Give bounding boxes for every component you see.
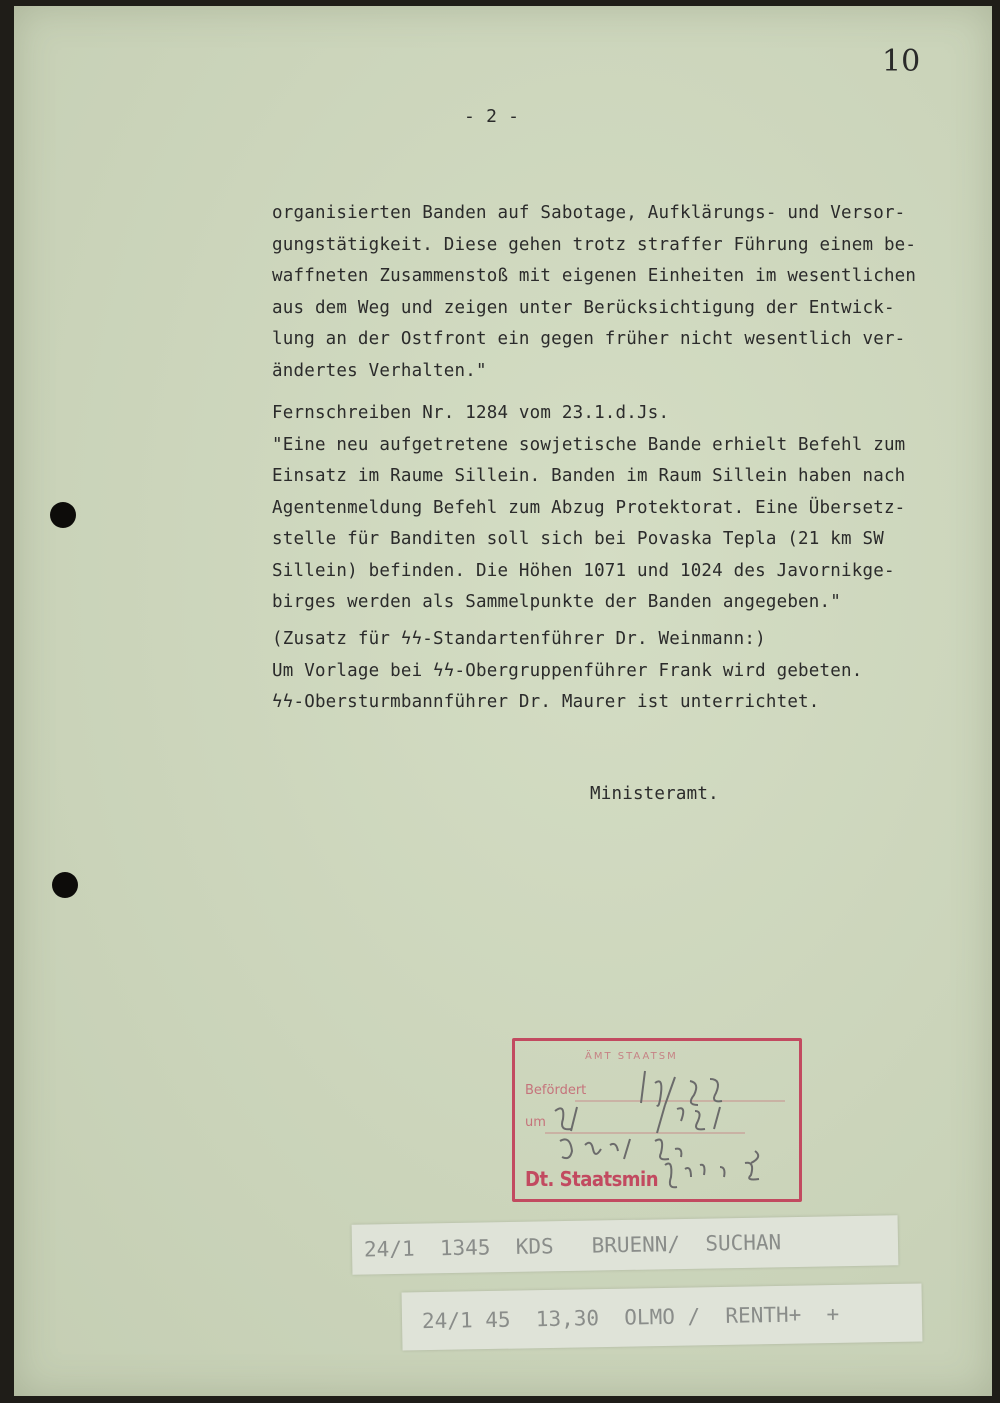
teletype-strip-receipt: 24/1 1345 KDS BRUENN/ SUCHAN [352, 1215, 899, 1275]
stamp-row-um: um [525, 1115, 546, 1130]
paragraph-addendum: (Zusatz für ϟϟ-Standartenführer Dr. Weinmann:) Um Vorlage bei ϟϟ-Obergruppenführer Frank wird gebeten. ϟϟ-Obersturmbannführer Dr. Maurer ist unterrichtet. [272, 629, 863, 712]
punch-hole-upper [50, 502, 76, 528]
document-page [14, 6, 992, 1396]
stamp-footer: Dt. Staatsmin [525, 1167, 659, 1191]
signature-line: Ministeramt. [590, 784, 719, 804]
stamp-header: ÄMT STAATSM [585, 1051, 678, 1062]
paragraph-telex: Fernschreiben Nr. 1284 vom 23.1.d.Js. "Eine neu aufgetretene sowjetische Bande erhielt Befehl zum Einsatz im Raume Sillein. Banden im Raum Sillein haben nach Agentenmeldung Befehl zum Abzug Protektorat. Eine Übersetz- stelle für Banditen soll sich bei Povaska Tepla (21 km SW Sillein) befinden. Die Höhen 1071 und 1024 des Javornikge- birges werden als Sammelpunkte der Banden angegeben." [272, 403, 906, 612]
receipt-stamp [512, 1038, 802, 1202]
paragraph-intro: organisierten Banden auf Sabotage, Aufklärungs- und Versor- gungstätigkeit. Diese gehen trotz straffer Führung einem be- waffneten Zusammenstoß mit eigenen Einheiten im wesentlichen aus dem Weg und zeigen unter Berücksichtigung der Entwick- lung an der Ostfront ein gegen früher nicht wesentlich ver- ändertes Verhalten." [272, 203, 917, 381]
teletype-strip-transmission: 24/1 45 13,30 OLMO / RENTH+ + [402, 1283, 923, 1350]
stamp-row-befoerdert: Befördert [525, 1083, 587, 1098]
archive-number: 10 [882, 44, 921, 79]
punch-hole-lower [52, 872, 78, 898]
handwriting-scribbles [515, 1041, 799, 1199]
page-number: - 2 - [464, 106, 520, 127]
